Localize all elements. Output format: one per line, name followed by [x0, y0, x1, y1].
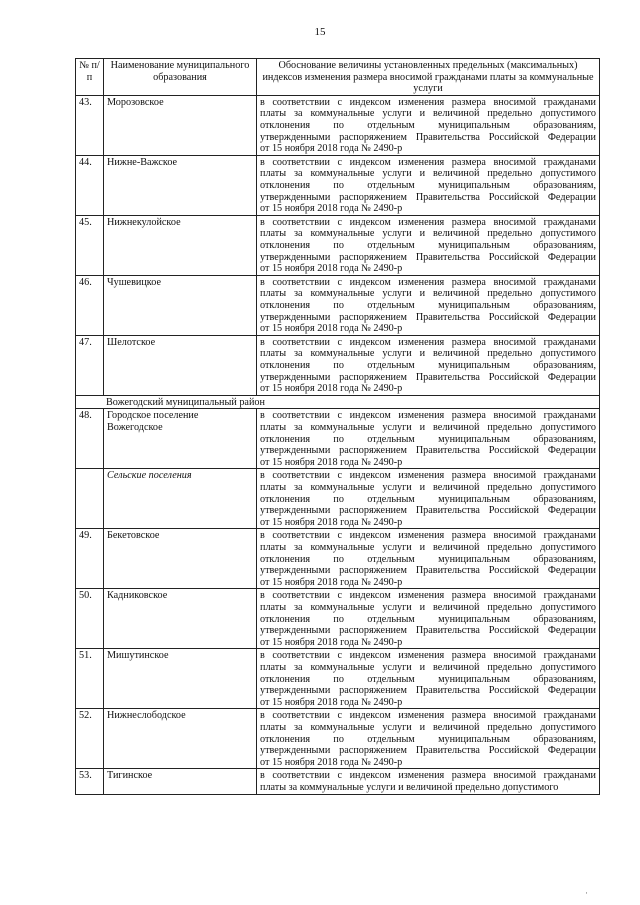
basis-line: отклонения по отдельным муниципальным образованиям,: [260, 613, 596, 625]
municipality-name: Сельские поселения: [104, 469, 257, 529]
table-row: [76, 155, 600, 215]
basis-line: утвержденными распоряжением Правительства Российской Федерации: [260, 191, 596, 203]
header-basis: Обоснование величины установленных предельных (максимальных) индексов изменения размера вносимой гражданами платы за коммунальные услуги: [257, 59, 600, 96]
row-number: 47.: [76, 335, 104, 395]
basis-text: [257, 529, 600, 589]
municipality-name: Тигинское: [104, 769, 257, 794]
row-number: 45.: [76, 215, 104, 275]
row-number: 53.: [76, 769, 104, 794]
row-number: 48.: [76, 409, 104, 469]
basis-line: от 15 ноября 2018 года № 2490-р: [260, 143, 403, 155]
municipality-name: Чушевицкое: [104, 275, 257, 335]
basis-text: [257, 275, 600, 335]
page-number: 15: [314, 26, 326, 38]
row-number: 49.: [76, 529, 104, 589]
basis-text: [257, 409, 600, 469]
basis-line: от 15 ноября 2018 года № 2490-р: [260, 203, 403, 215]
row-number: 52.: [76, 709, 104, 769]
basis-line: от 15 ноября 2018 года № 2490-р: [260, 263, 403, 275]
basis-line: отклонения по отдельным муниципальным образованиям,: [260, 119, 596, 131]
basis-line: утвержденными распоряжением Правительства Российской Федерации: [260, 371, 596, 383]
municipality-name: Нижне-Важское: [104, 155, 257, 215]
basis-line: от 15 ноября 2018 года № 2490-р: [260, 456, 403, 468]
header-number: № п/п: [76, 59, 104, 96]
basis-line: в соответствии с индексом изменения размера вносимой гражданами: [260, 410, 596, 422]
municipality-name: Шелотское: [104, 335, 257, 395]
basis-text: [257, 95, 600, 155]
basis-line: утвержденными распоряжением Правительства Российской Федерации: [260, 251, 596, 263]
basis-line: платы за коммунальные услуги и величиной предельно допустимого: [260, 541, 596, 553]
table-row: [76, 215, 600, 275]
basis-line: от 15 ноября 2018 года № 2490-р: [260, 516, 403, 528]
basis-line: в соответствии с индексом изменения размера вносимой гражданами: [260, 650, 596, 662]
table-row: [76, 409, 600, 469]
basis-line: утвержденными распоряжением Правительства Российской Федерации: [260, 445, 596, 457]
basis-line: утвержденными распоряжением Правительства Российской Федерации: [260, 565, 596, 577]
basis-line: утвержденными распоряжением Правительства Российской Федерации: [260, 625, 596, 637]
basis-line: отклонения по отдельным муниципальным образованиям,: [260, 239, 596, 251]
row-number: 46.: [76, 275, 104, 335]
table-row: [76, 95, 600, 155]
basis-line: отклонения по отдельным муниципальным образованиям,: [260, 299, 596, 311]
basis-line: отклонения по отдельным муниципальным образованиям,: [260, 673, 596, 685]
row-number: 51.: [76, 649, 104, 709]
row-number: [76, 469, 104, 529]
tariff-index-table: [75, 58, 600, 795]
scan-speck: ·: [585, 888, 588, 898]
basis-text: [257, 215, 600, 275]
table-row: [76, 649, 600, 709]
municipality-name: Бекетовское: [104, 529, 257, 589]
basis-line: в соответствии с индексом изменения размера вносимой гражданами: [260, 770, 596, 782]
municipality-name: Городское поселение Вожегодское: [104, 409, 257, 469]
table-row: [76, 589, 600, 649]
basis-text: [257, 155, 600, 215]
basis-line: платы за коммунальные услуги и величиной предельно допустимого: [260, 601, 596, 613]
basis-line: платы за коммунальные услуги и величиной предельно допустимого: [260, 168, 596, 180]
basis-line: от 15 ноября 2018 года № 2490-р: [260, 636, 403, 648]
municipality-name: Кадниковское: [104, 589, 257, 649]
basis-line: в соответствии с индексом изменения размера вносимой гражданами: [260, 276, 596, 288]
basis-line: от 15 ноября 2018 года № 2490-р: [260, 756, 403, 768]
basis-line: отклонения по отдельным муниципальным образованиям,: [260, 553, 596, 565]
basis-text: [257, 335, 600, 395]
table-row: [76, 769, 600, 794]
basis-line: в соответствии с индексом изменения размера вносимой гражданами: [260, 590, 596, 602]
basis-line: в соответствии с индексом изменения размера вносимой гражданами: [260, 336, 596, 348]
basis-line: отклонения по отдельным муниципальным образованиям,: [260, 733, 596, 745]
basis-line: платы за коммунальные услуги и величиной предельно допустимого: [260, 228, 596, 240]
basis-line: в соответствии с индексом изменения размера вносимой гражданами: [260, 710, 596, 722]
basis-line: отклонения по отдельным муниципальным образованиям,: [260, 179, 596, 191]
table-header-row: [76, 59, 600, 96]
municipality-name: Нижнеслободское: [104, 709, 257, 769]
table-row: [76, 335, 600, 395]
basis-line: от 15 ноября 2018 года № 2490-р: [260, 383, 403, 395]
basis-line: утвержденными распоряжением Правительства Российской Федерации: [260, 685, 596, 697]
basis-line: платы за коммунальные услуги и величиной предельно допустимого: [260, 421, 596, 433]
table-row: [76, 469, 600, 529]
basis-line: в соответствии с индексом изменения размера вносимой гражданами: [260, 470, 596, 482]
basis-line: от 15 ноября 2018 года № 2490-р: [260, 696, 403, 708]
table-row: [76, 529, 600, 589]
basis-line: отклонения по отдельным муниципальным образованиям,: [260, 433, 596, 445]
basis-line: в соответствии с индексом изменения размера вносимой гражданами: [260, 156, 596, 168]
district-heading: Вожегодский муниципальный район: [76, 395, 600, 409]
basis-line: в соответствии с индексом изменения размера вносимой гражданами: [260, 216, 596, 228]
basis-text: [257, 709, 600, 769]
basis-line: платы за коммунальные услуги и величиной предельно допустимого: [260, 661, 596, 673]
basis-line: утвержденными распоряжением Правительства Российской Федерации: [260, 505, 596, 517]
table-row: [76, 709, 600, 769]
municipality-name: Морозовское: [104, 95, 257, 155]
basis-text: [257, 469, 600, 529]
basis-line: платы за коммунальные услуги и величиной предельно допустимого: [260, 108, 596, 120]
municipality-name: Нижнекулойское: [104, 215, 257, 275]
row-number: 44.: [76, 155, 104, 215]
basis-line: утвержденными распоряжением Правительства Российской Федерации: [260, 745, 596, 757]
district-row: [76, 395, 600, 409]
municipality-name: Мишутинское: [104, 649, 257, 709]
basis-line: от 15 ноября 2018 года № 2490-р: [260, 576, 403, 588]
basis-text: [257, 589, 600, 649]
row-number: 50.: [76, 589, 104, 649]
row-number: 43.: [76, 95, 104, 155]
header-municipality-name: Наименование муниципального образования: [104, 59, 257, 96]
basis-line: платы за коммунальные услуги и величиной предельно допустимого: [260, 348, 596, 360]
basis-line: платы за коммунальные услуги и величиной предельно допустимого: [260, 721, 596, 733]
basis-line: в соответствии с индексом изменения размера вносимой гражданами: [260, 96, 596, 108]
basis-text: [257, 769, 600, 794]
basis-text: [257, 649, 600, 709]
basis-line: отклонения по отдельным муниципальным образованиям,: [260, 359, 596, 371]
basis-line: утвержденными распоряжением Правительства Российской Федерации: [260, 131, 596, 143]
basis-line: отклонения по отдельным муниципальным образованиям,: [260, 493, 596, 505]
basis-line: платы за коммунальные услуги и величиной предельно допустимого: [260, 781, 559, 793]
basis-line: платы за коммунальные услуги и величиной предельно допустимого: [260, 481, 596, 493]
basis-line: платы за коммунальные услуги и величиной предельно допустимого: [260, 288, 596, 300]
basis-line: утвержденными распоряжением Правительства Российской Федерации: [260, 311, 596, 323]
table-row: [76, 275, 600, 335]
basis-line: от 15 ноября 2018 года № 2490-р: [260, 323, 403, 335]
basis-line: в соответствии с индексом изменения размера вносимой гражданами: [260, 530, 596, 542]
scan-speck: ·: [598, 754, 601, 764]
